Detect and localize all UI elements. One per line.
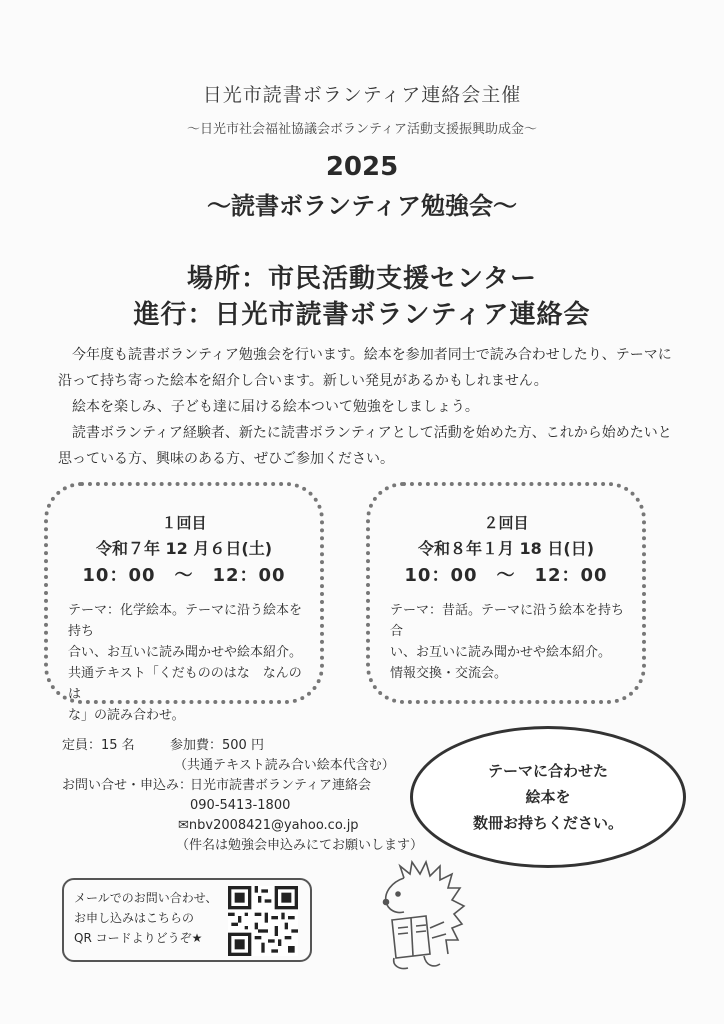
intro-text [58, 342, 672, 472]
session-label: ２回目 [483, 514, 529, 532]
event-title: ～読書ボランティア勉強会～ [206, 192, 518, 220]
session-description [390, 600, 630, 684]
phone-number: 090-5413-1800 [190, 798, 291, 813]
event-year: 2025 [325, 152, 399, 182]
intro-paragraph: 読書ボランティア経験者、新たに読書ボランティアとして活動を始めた方、これから始めたいと思っている方、興味のある方、ぜひご参加ください。 [58, 425, 672, 467]
bubble-line: 数冊お持ちください。 [472, 814, 623, 832]
session-1-box [44, 482, 324, 723]
email-note: （件名は勉強会申込みにてお願いします） [176, 838, 424, 853]
bubble-line: テーマに合わせた [487, 762, 608, 780]
qr-code-icon[interactable] [228, 886, 298, 956]
intro-paragraph: 絵本を楽しみ、子ども達に届ける絵本ついて勉強をしましょう。 [72, 399, 479, 415]
qr-info-box [62, 878, 312, 962]
qr-text-line: お申し込みはこちらの [74, 911, 195, 925]
session-time: 10：00 ～ 12：00 [404, 565, 608, 586]
venue-line: 場所：市民活動支援センター [187, 264, 537, 294]
qr-text-line: メールでのお問い合わせ、 [74, 891, 218, 905]
contact-org: 日光市読書ボランティア連絡会 [190, 778, 371, 793]
session-desc-line: テーマ：化学絵本。テーマに沿う絵本を持ち [68, 603, 303, 639]
email-address[interactable]: ✉nbv2008421@yahoo.co.jp [178, 818, 359, 833]
session-desc-line: 情報交換・交流会。 [390, 666, 508, 681]
qr-text [74, 888, 217, 948]
contact-label: お問い合せ・申込み： [62, 778, 193, 793]
theme-bubble [410, 726, 686, 868]
qr-text-line: QR コードよりどうぞ★ [74, 931, 203, 945]
bubble-line: 絵本を [525, 788, 571, 806]
session-time: 10：00 ～ 12：00 [82, 565, 286, 586]
session-desc-line: な」の読み合わせ。 [68, 708, 185, 723]
host-line: 進行：日光市読書ボランティア連絡会 [133, 300, 591, 330]
capacity: 定員：15 名 [62, 738, 135, 753]
session-desc-line: テーマ：昔話。テーマに沿う絵本を持ち合 [390, 603, 625, 639]
session-desc-line: 共通テキスト「くだもののはな なんのは [68, 666, 302, 702]
intro-paragraph: 今年度も読書ボランティア勉強会を行います。絵本を参加者同士で読み合わせしたり、テーマに沿って持ち寄った絵本を紹介し合います。新しい発見があるかもしれません。 [58, 347, 672, 389]
session-desc-line: 合い、お互いに読み聞かせや絵本紹介。 [68, 645, 303, 660]
subsidy-line: ～日光市社会福祉協議会ボランティア活動支援振興助成金～ [187, 122, 537, 137]
session-label: １回目 [161, 514, 207, 532]
fee: 参加費：500 円 [170, 738, 264, 753]
organizer-line: 日光市読書ボランティア連絡会主催 [202, 84, 522, 106]
session-desc-line: い、お互いに読み聞かせや絵本紹介。 [390, 645, 612, 660]
session-date: 令和７年 12 月６日(土) [95, 539, 273, 558]
session-date: 令和８年１月 18 日(日) [417, 539, 595, 558]
fee-note: （共通テキスト読み合い絵本代含む） [174, 758, 395, 773]
session-description [68, 600, 308, 726]
session-2-box [366, 482, 646, 704]
hedgehog-reading-icon [374, 858, 466, 976]
